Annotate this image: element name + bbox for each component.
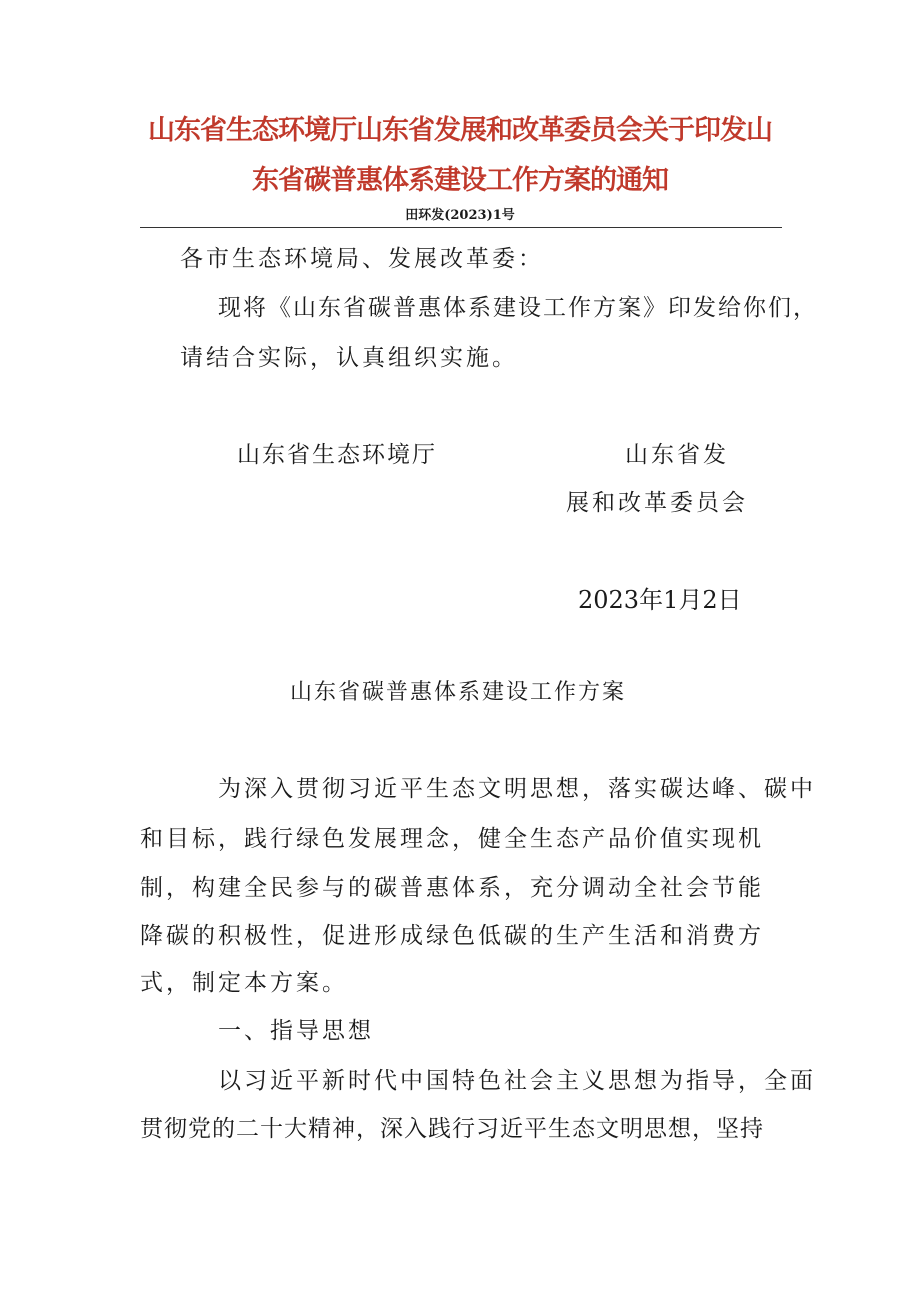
section-1-line-2: 贯彻党的二十大精神，深入践行习近平生态文明思想，坚持 [140, 1116, 764, 1142]
document-title-line-1: 山东省生态环境厅山东省发展和改革委员会关于印发山 [148, 115, 772, 146]
salutation: 各市生态环境局、发展改革委： [180, 246, 544, 272]
issue-date: 2023年1月2日 [578, 586, 742, 614]
intro-line-3: 制，构建全民参与的碳普惠体系，充分调动全社会节能 [140, 875, 764, 901]
intro-line-4: 降碳的积极性，促进形成绿色低碳的生产生活和消费方 [140, 923, 764, 949]
section-1-line-1: 以习近平新时代中国特色社会主义思想为指导，全面 [218, 1068, 816, 1094]
signer-development-commission-part-1: 山东省发 [625, 442, 729, 468]
document-number: 田环发(2023)1号 [405, 208, 515, 223]
intro-line-1: 为深入贯彻习近平生态文明思想，落实碳达峰、碳中 [218, 776, 816, 802]
body-line-2: 请结合实际，认真组织实施。 [180, 345, 518, 371]
header-divider [140, 227, 782, 228]
section-1-heading: 一、指导思想 [218, 1018, 374, 1044]
document-title-line-2: 东省碳普惠体系建设工作方案的通知 [252, 165, 668, 196]
signer-ecology-department: 山东省生态环境厅 [237, 442, 437, 468]
body-line-1: 现将《山东省碳普惠体系建设工作方案》印发给你们， [218, 295, 818, 321]
signer-development-commission-part-2: 展和改革委员会 [566, 490, 748, 516]
intro-line-2: 和目标，践行绿色发展理念，健全生态产品价值实现机 [140, 826, 764, 852]
intro-line-5: 式，制定本方案。 [140, 970, 348, 996]
plan-title: 山东省碳普惠体系建设工作方案 [290, 680, 627, 705]
